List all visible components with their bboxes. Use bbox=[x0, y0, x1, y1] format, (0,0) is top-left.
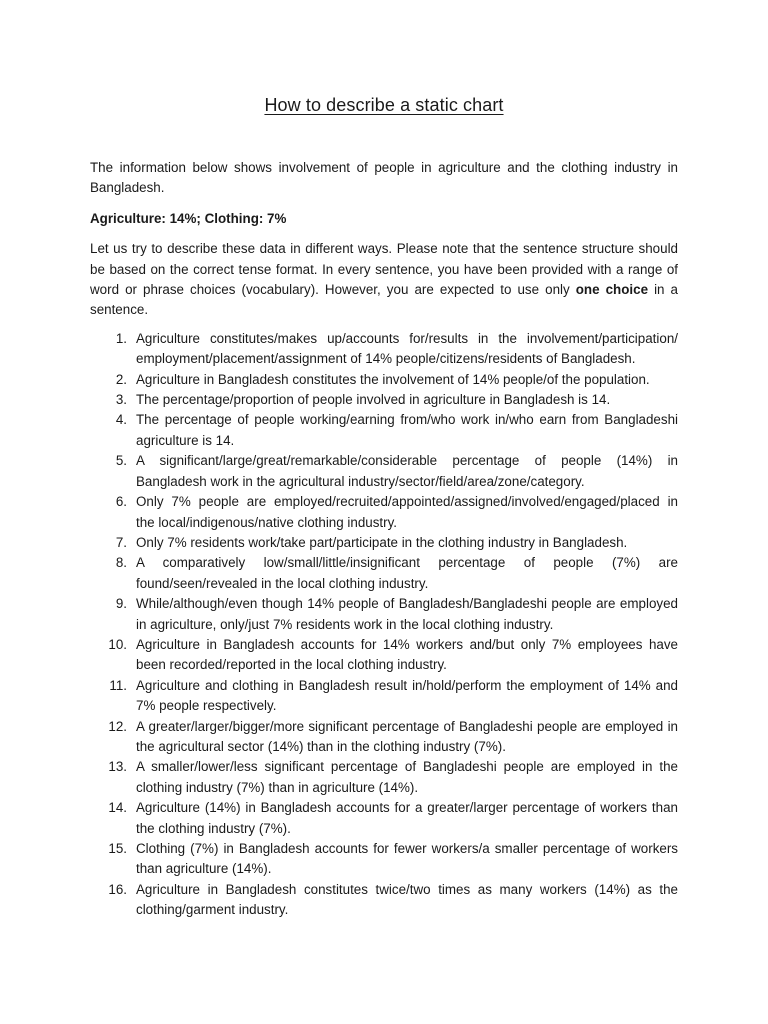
page-title: How to describe a static chart bbox=[264, 95, 504, 115]
list-item-number: 6. bbox=[115, 494, 127, 510]
list-item-text: Agriculture constitutes/makes up/accounts for/results in the involvement/participation/ employment/placement/assignment of 14% people/citizens/residents of Bangladesh. bbox=[136, 330, 678, 367]
list-item bbox=[90, 839, 678, 880]
list-item-number: 13. bbox=[108, 759, 127, 775]
list-item-number: 9. bbox=[115, 596, 127, 612]
list-item bbox=[90, 880, 678, 921]
list-item-number: 4. bbox=[115, 412, 127, 428]
list-item bbox=[90, 676, 678, 717]
list-item bbox=[90, 553, 678, 594]
list-item-number: 14. bbox=[108, 800, 127, 816]
list-item-text: Only 7% residents work/take part/participate in the clothing industry in Bangladesh. bbox=[136, 534, 628, 550]
list-item-number: 1. bbox=[115, 330, 127, 346]
list-item-number: 8. bbox=[115, 555, 127, 571]
instructions-paragraph bbox=[90, 239, 678, 321]
list-item-text: While/although/even though 14% people of Bangladesh/Bangladeshi people are employed in agriculture, only/just 7% residents work in the local clothing industry. bbox=[136, 596, 678, 632]
list-item bbox=[90, 533, 678, 553]
list-item bbox=[90, 757, 678, 798]
list-item-number: 3. bbox=[115, 392, 127, 408]
list-item-text: The percentage/proportion of people involved in agriculture in Bangladesh is 14. bbox=[136, 392, 611, 408]
instructions-emphasis: one choice bbox=[575, 282, 649, 298]
list-item bbox=[90, 451, 678, 492]
list-item-text: Agriculture in Bangladesh accounts for 14% workers and/but only 7% employees have been recorded/reported in the local clothing industry. bbox=[136, 636, 678, 673]
list-item-text: Clothing (7%) in Bangladesh accounts for fewer workers/a smaller percentage of workers than agriculture (14%). bbox=[136, 841, 678, 877]
list-item-text: Agriculture and clothing in Bangladesh result in/hold/perform the employment of 14% and 7% people respectively. bbox=[136, 677, 678, 714]
instructions-text-end: in a sentence. bbox=[90, 282, 678, 318]
list-item-number: 15. bbox=[108, 841, 127, 856]
list-item bbox=[90, 635, 678, 676]
list-item bbox=[90, 410, 678, 451]
list-item-number: 2. bbox=[115, 371, 127, 387]
list-item bbox=[90, 717, 678, 758]
list-item bbox=[90, 329, 678, 370]
list-item-text: Only 7% people are employed/recruited/appointed/assigned/involved/engaged/placed in the local/indigenous/native clothing industry. bbox=[136, 494, 678, 530]
list-item-number: 5. bbox=[115, 453, 127, 469]
data-summary: Agriculture: 14%; Clothing: 7% bbox=[90, 210, 287, 226]
list-item-text: A significant/large/great/remarkable/considerable percentage of people (14%) in Bangladesh work in the agricultural industry/sector/field/area/zone/category. bbox=[136, 453, 678, 489]
list-item-text: Agriculture (14%) in Bangladesh accounts for a greater/larger percentage of workers than the clothing industry (7%). bbox=[136, 800, 678, 836]
list-item-number: 11. bbox=[109, 677, 127, 693]
list-item bbox=[90, 370, 678, 390]
instructions-text: Let us try to describe these data in different ways. Please note that the sentence structure should be based on the correct tense format. In every sentence, you have been provided with a range of word or phrase choices (vocabulary). However, you are expected to use only bbox=[90, 241, 678, 298]
list-item-text: A smaller/lower/less significant percentage of Bangladeshi people are employed in the clothing industry (7%) than in agriculture (14%). bbox=[136, 759, 678, 795]
example-sentence-list bbox=[90, 329, 678, 921]
list-item bbox=[90, 798, 678, 839]
list-item-text: A comparatively low/small/little/insignificant percentage of people (7%) are found/seen/revealed in the local clothing industry. bbox=[136, 555, 678, 591]
list-item-number: 16. bbox=[108, 881, 127, 897]
list-item-number: 12. bbox=[108, 718, 127, 734]
list-item-text: Agriculture in Bangladesh constitutes the involvement of 14% people/of the population. bbox=[136, 371, 650, 387]
list-item-text: The percentage of people working/earning from/who work in/who earn from Bangladeshi agriculture is 14. bbox=[136, 412, 678, 448]
list-item-number: 7. bbox=[115, 534, 127, 550]
list-item bbox=[90, 492, 678, 533]
list-item-text: Agriculture in Bangladesh constitutes twice/two times as many workers (14%) as the clothing/garment industry. bbox=[136, 881, 678, 918]
document-body bbox=[90, 158, 678, 921]
intro-paragraph: The information below shows involvement of people in agriculture and the clothing industry in Bangladesh. bbox=[90, 160, 678, 196]
list-item-number: 10. bbox=[108, 636, 127, 652]
list-item bbox=[90, 594, 678, 635]
list-item bbox=[90, 390, 678, 410]
list-item-text: A greater/larger/bigger/more significant percentage of Bangladeshi people are employed in the agricultural sector (14%) than in the clothing industry (7%). bbox=[136, 718, 678, 754]
